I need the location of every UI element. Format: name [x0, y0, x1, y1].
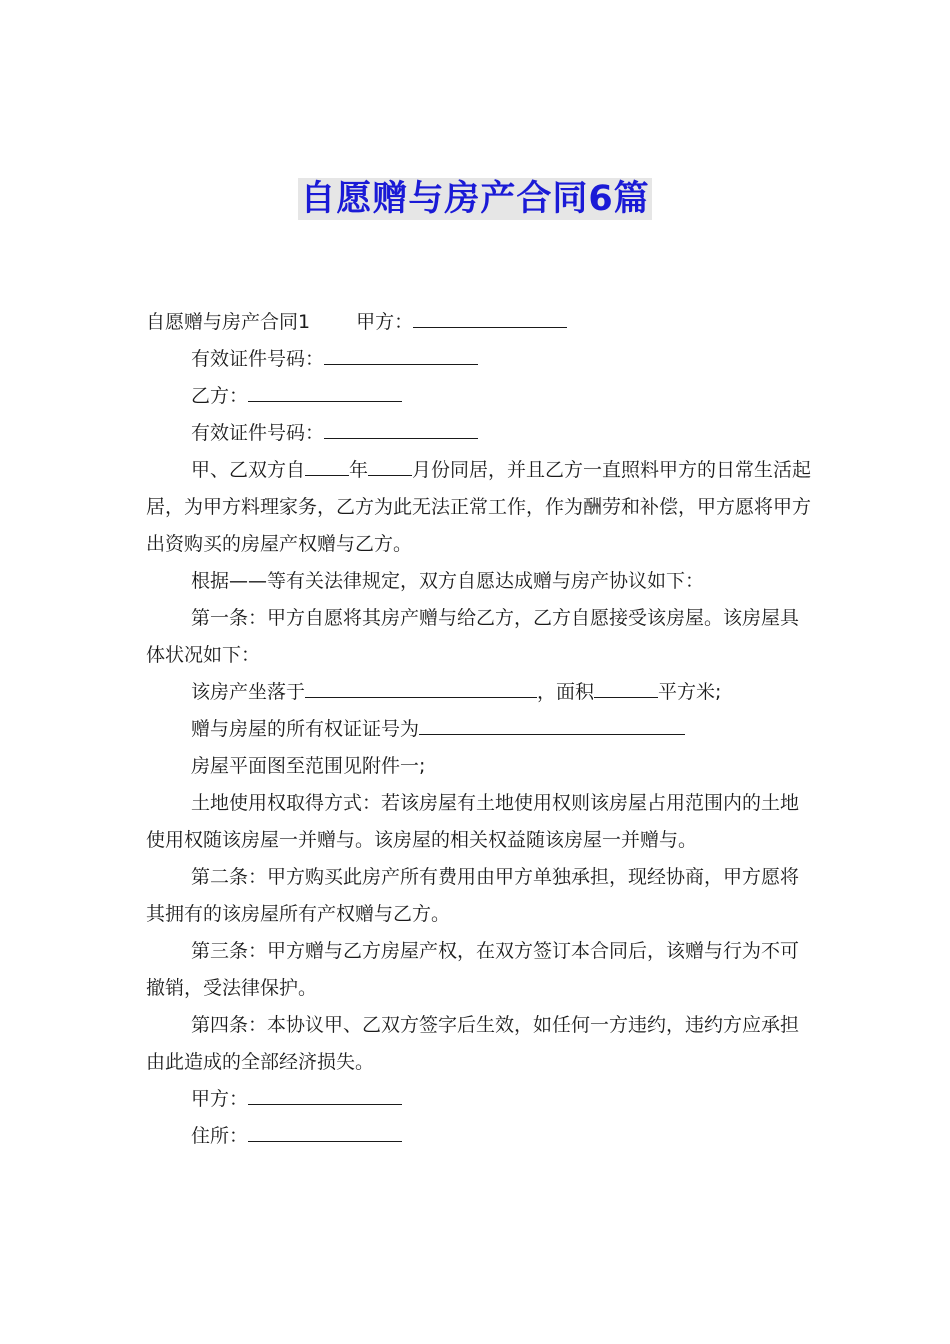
party-b-label: 乙方： — [191, 385, 249, 407]
article-4: 第四条：本协议甲、乙双方签字后生效，如任何一方违约，违约方应承担由此造成的全部经济损失。 — [146, 1014, 800, 1073]
id-line-2 — [146, 415, 816, 452]
id-label: 有效证件号码： — [191, 348, 325, 370]
sign-address-line — [146, 1118, 816, 1155]
id-line-1 — [146, 341, 816, 378]
paragraph-legal-basis: 根据——等有关法律规定，双方自愿达成赠与房产协议如下： — [191, 570, 705, 592]
id-blank-1 — [324, 342, 478, 365]
location-blank — [305, 675, 537, 698]
location-part-b: ，面积 — [537, 681, 595, 703]
party-a-blank — [413, 305, 567, 328]
location-line — [146, 674, 816, 711]
month-blank — [368, 453, 412, 476]
party-b-line — [146, 378, 816, 415]
sign-party-a-label: 甲方： — [191, 1088, 249, 1110]
location-part-a: 该房产坐落于 — [191, 681, 306, 703]
contract-name: 自愿赠与房产合同1 — [146, 311, 311, 333]
location-part-c: 平方米; — [658, 681, 722, 703]
year-blank — [305, 453, 349, 476]
document-body — [146, 304, 816, 1155]
land-use-paragraph: 土地使用权取得方式：若该房屋有土地使用权则该房屋占用范围内的土地使用权随该房屋一并赠与。该房屋的相关权益随该房屋一并赠与。 — [146, 792, 800, 851]
certificate-label: 赠与房屋的所有权证证号为 — [191, 718, 420, 740]
sign-address-label: 住所： — [191, 1125, 249, 1147]
para1-part-c: 月份同居，并且乙方一直照料甲方的日常生活起居，为甲方料理家务，乙方为此无法正常工作，作为酬劳和补偿，甲方愿将甲方出资购买的房屋产权赠与乙方。 — [146, 459, 812, 555]
id-blank-2 — [324, 416, 478, 439]
contract-header-line — [146, 304, 816, 341]
article-1: 第一条：甲方自愿将其房产赠与给乙方，乙方自愿接受该房屋。该房屋具体状况如下： — [146, 607, 800, 666]
document-title: 自愿赠与房产合同6篇 — [300, 179, 650, 219]
party-b-blank — [248, 379, 402, 402]
certificate-blank — [419, 712, 685, 735]
area-blank — [594, 675, 658, 698]
certificate-line — [146, 711, 816, 748]
title-container — [0, 178, 950, 220]
article-3: 第三条：甲方赠与乙方房屋产权，在双方签订本合同后，该赠与行为不可撤销，受法律保护。 — [146, 940, 800, 999]
paragraph-cohabitation — [146, 452, 816, 563]
sign-address-blank — [248, 1119, 402, 1142]
para1-part-a: 甲、乙双方自 — [191, 459, 306, 481]
party-a-label: 甲方： — [356, 311, 414, 333]
floor-plan-line: 房屋平面图至范围见附件一; — [191, 755, 426, 777]
sign-party-a-blank — [248, 1082, 402, 1105]
para1-part-b: 年 — [349, 459, 369, 481]
id-label-2: 有效证件号码： — [191, 422, 325, 444]
sign-party-a-line — [146, 1081, 816, 1118]
article-2: 第二条：甲方购买此房产所有费用由甲方单独承担，现经协商，甲方愿将其拥有的该房屋所有产权赠与乙方。 — [146, 866, 800, 925]
